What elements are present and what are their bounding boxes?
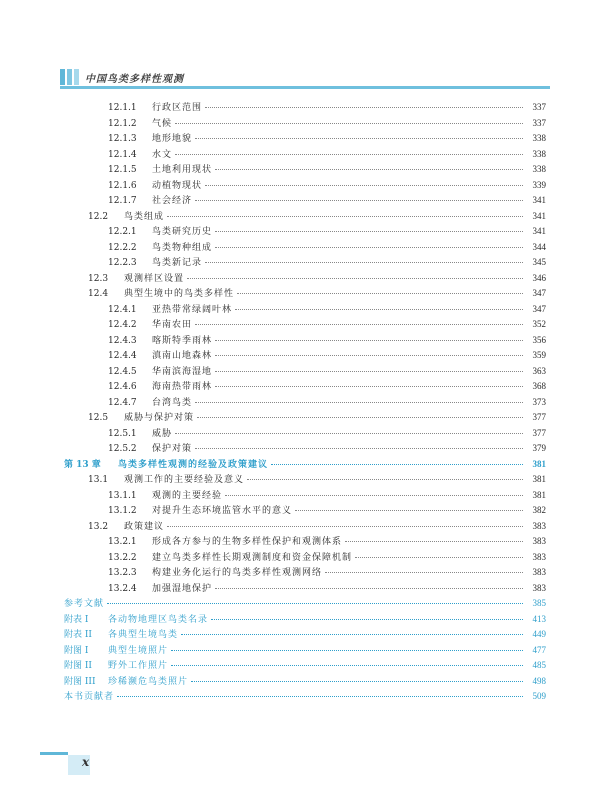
toc-entry[interactable] xyxy=(60,271,546,287)
toc-entry-title: 亚热带常绿阔叶林 xyxy=(152,304,233,315)
toc-entry-page: 477 xyxy=(532,644,546,655)
book-title: 中国鸟类多样性观测 xyxy=(85,73,184,85)
toc-entry-page: 485 xyxy=(532,660,546,670)
toc-entry[interactable] xyxy=(60,612,546,628)
dot-leader xyxy=(345,541,523,542)
toc-entry-title: 水文 xyxy=(152,149,173,160)
toc-entry-title: 保护对策 xyxy=(152,444,193,454)
toc-entry-title: 华南滨海湿地 xyxy=(152,366,213,377)
toc-entry-title: 各动物地理区鸟类名录 xyxy=(108,614,209,625)
toc-entry-number: 13.2.2 xyxy=(108,552,137,563)
dot-leader xyxy=(247,479,523,480)
toc-entry-page: 383 xyxy=(532,520,546,531)
toc-entry-number: 13.2.3 xyxy=(108,568,137,578)
dot-leader xyxy=(215,247,523,248)
toc-entry-page: 383 xyxy=(532,551,546,562)
toc-entry-title: 观测工作的主要经验及意义 xyxy=(124,475,245,485)
toc-entry[interactable] xyxy=(60,503,546,519)
toc-entry-number: 12.2 xyxy=(88,211,109,222)
toc-entry[interactable] xyxy=(60,643,546,659)
toc-entry[interactable] xyxy=(60,178,546,194)
toc-entry-number: 12.5 xyxy=(88,413,109,423)
toc-entry-number: 12.4.3 xyxy=(108,335,137,346)
toc-entry-page: 373 xyxy=(532,396,546,407)
toc-entry-title: 行政区范围 xyxy=(152,103,203,113)
toc-entry-number: 13.2.4 xyxy=(108,583,137,594)
toc-entry-number: 附图 I xyxy=(64,645,89,656)
toc-entry-title: 对提升生态环境监管水平的意义 xyxy=(152,506,293,516)
toc-entry-number: 12.1.1 xyxy=(108,103,137,113)
toc-entry[interactable] xyxy=(60,689,546,705)
toc-entry-title: 气候 xyxy=(152,118,173,129)
toc-entry-number: 12.1.6 xyxy=(108,180,137,191)
toc-entry[interactable] xyxy=(60,333,546,349)
toc-entry[interactable] xyxy=(60,472,546,488)
toc-entry-title: 动植物现状 xyxy=(152,180,203,191)
toc-entry[interactable] xyxy=(60,550,546,566)
toc-entry-page: 383 xyxy=(532,582,546,593)
toc-entry-title: 威胁 xyxy=(152,428,173,439)
dot-leader xyxy=(195,138,523,139)
toc-entry[interactable] xyxy=(60,100,546,116)
toc-entry-title: 建立鸟类多样性长期观测制度和资金保障机制 xyxy=(152,552,353,563)
toc-entry[interactable] xyxy=(60,255,546,271)
toc-entry-page: 363 xyxy=(532,365,546,376)
toc-entry-title: 威胁与保护对策 xyxy=(124,413,195,423)
dot-leader xyxy=(195,448,523,449)
toc-entry-page: 379 xyxy=(532,443,546,453)
toc-entry-number: 12.4.4 xyxy=(108,351,137,361)
toc-entry-title: 野外工作照片 xyxy=(108,661,169,671)
toc-entry-number: 12.1.7 xyxy=(108,196,137,206)
toc-entry-title: 鸟类物种组成 xyxy=(152,242,213,253)
dot-leader xyxy=(175,154,523,155)
toc-entry[interactable] xyxy=(60,224,546,240)
header-rule xyxy=(60,86,550,89)
toc-entry[interactable] xyxy=(60,441,546,457)
toc-entry-number: 12.3 xyxy=(88,273,109,284)
dot-leader xyxy=(171,650,523,651)
table-of-contents xyxy=(60,100,546,705)
toc-entry[interactable] xyxy=(60,379,546,395)
toc-entry-page: 383 xyxy=(532,567,546,577)
toc-entry-number: 第 13 章 xyxy=(64,459,101,470)
toc-entry-page: 344 xyxy=(532,241,546,252)
dot-leader xyxy=(215,169,523,170)
toc-entry-number: 13.2 xyxy=(88,521,109,532)
toc-entry[interactable] xyxy=(60,364,546,380)
toc-entry-title: 华南农田 xyxy=(152,320,193,330)
toc-entry-number: 12.2.3 xyxy=(108,258,137,268)
toc-entry-page: 338 xyxy=(532,148,546,159)
toc-entry-title: 珍稀濒危鸟类照片 xyxy=(108,676,189,687)
toc-entry-title: 鸟类新记录 xyxy=(152,258,203,268)
toc-entry-page: 338 xyxy=(532,164,546,174)
toc-entry-page: 377 xyxy=(532,412,546,422)
toc-entry-page: 449 xyxy=(532,629,546,639)
toc-entry-title: 海南热带雨林 xyxy=(152,382,213,392)
toc-entry[interactable] xyxy=(60,410,546,426)
toc-entry-page: 347 xyxy=(532,288,546,298)
toc-entry[interactable] xyxy=(60,674,546,690)
toc-entry-page: 347 xyxy=(532,303,546,314)
toc-entry-number: 12.1.3 xyxy=(108,134,137,144)
dot-leader xyxy=(175,123,523,124)
toc-entry-number: 12.1.4 xyxy=(108,149,137,160)
toc-entry-number: 12.4.5 xyxy=(108,366,137,377)
toc-entry-number: 12.4.2 xyxy=(108,320,137,330)
dot-leader xyxy=(197,417,523,418)
running-header xyxy=(60,66,550,88)
toc-entry[interactable] xyxy=(60,395,546,411)
dot-leader xyxy=(187,278,523,279)
toc-entry-page: 413 xyxy=(532,613,546,624)
toc-entry-number: 附表 I xyxy=(64,614,89,625)
toc-entry-title: 滇南山地森林 xyxy=(152,351,213,361)
toc-entry[interactable] xyxy=(60,581,546,597)
toc-entry[interactable] xyxy=(60,565,546,581)
toc-entry-page: 341 xyxy=(532,210,546,221)
header-decoration xyxy=(60,69,79,85)
dot-leader xyxy=(211,619,523,620)
toc-entry-page: 368 xyxy=(532,381,546,391)
toc-entry-page: 381 xyxy=(532,474,546,484)
dot-leader xyxy=(191,681,523,682)
toc-entry-number: 12.2.1 xyxy=(108,227,137,237)
toc-entry[interactable] xyxy=(60,147,546,163)
dot-leader xyxy=(205,107,523,108)
dot-leader xyxy=(215,386,523,387)
dot-leader xyxy=(215,371,523,372)
toc-entry-page: 509 xyxy=(532,691,546,701)
dot-leader xyxy=(205,185,523,186)
toc-entry-title: 形成各方参与的生物多样性保护和观测体系 xyxy=(152,537,343,547)
toc-entry-title: 地形地貌 xyxy=(152,134,193,144)
dot-leader xyxy=(195,324,523,325)
toc-entry[interactable] xyxy=(60,116,546,132)
dot-leader xyxy=(215,355,523,356)
toc-entry-number: 13.1.1 xyxy=(108,490,137,501)
dot-leader xyxy=(181,634,523,635)
dot-leader xyxy=(271,464,523,465)
toc-entry[interactable] xyxy=(60,426,546,442)
toc-entry-title: 参考文献 xyxy=(64,599,105,609)
toc-entry-title: 典型生境照片 xyxy=(108,645,169,656)
toc-entry-page: 359 xyxy=(532,350,546,360)
toc-entry-page: 339 xyxy=(532,179,546,190)
toc-entry[interactable] xyxy=(60,240,546,256)
toc-entry[interactable] xyxy=(60,488,546,504)
dot-leader xyxy=(175,433,523,434)
toc-entry-number: 12.4.6 xyxy=(108,382,137,392)
dot-leader xyxy=(237,293,523,294)
toc-entry-title: 本书贡献者 xyxy=(64,692,115,702)
toc-entry-page: 345 xyxy=(532,257,546,267)
toc-entry[interactable] xyxy=(60,317,546,333)
dot-leader xyxy=(355,557,523,558)
dot-leader xyxy=(295,510,523,511)
toc-entry-page: 352 xyxy=(532,319,546,329)
dot-leader xyxy=(215,588,523,589)
toc-entry-number: 13.1.2 xyxy=(108,506,137,516)
toc-entry-page: 337 xyxy=(532,102,546,112)
dot-leader xyxy=(195,402,523,403)
toc-entry-number: 13.2.1 xyxy=(108,537,137,547)
toc-entry[interactable] xyxy=(60,193,546,209)
dot-leader xyxy=(117,696,523,697)
toc-entry-title: 台湾鸟类 xyxy=(152,397,193,408)
toc-entry-number: 附图 III xyxy=(64,676,96,687)
toc-entry[interactable] xyxy=(60,658,546,674)
toc-entry-number: 12.5.2 xyxy=(108,444,137,454)
toc-entry-number: 12.5.1 xyxy=(108,428,137,439)
toc-entry-page: 381 xyxy=(532,489,546,500)
toc-entry-title: 观测的主要经验 xyxy=(152,490,223,501)
toc-entry-page: 338 xyxy=(532,133,546,143)
dot-leader xyxy=(171,665,523,666)
toc-entry-page: 346 xyxy=(532,272,546,283)
toc-entry-title: 土地利用现状 xyxy=(152,165,213,175)
toc-entry-number: 附表 II xyxy=(64,630,92,640)
toc-entry-page: 498 xyxy=(532,675,546,686)
toc-entry-title: 加强湿地保护 xyxy=(152,583,213,594)
toc-entry[interactable] xyxy=(60,302,546,318)
toc-entry[interactable] xyxy=(60,209,546,225)
dot-leader xyxy=(205,262,523,263)
dot-leader xyxy=(215,231,523,232)
toc-entry-number: 12.1.2 xyxy=(108,118,137,129)
toc-entry-title: 鸟类多样性观测的经验及政策建议 xyxy=(118,459,269,470)
toc-entry-title: 政策建议 xyxy=(124,521,165,532)
toc-entry-title: 各典型生境鸟类 xyxy=(108,630,179,640)
toc-entry[interactable] xyxy=(60,627,546,643)
toc-entry-page: 381 xyxy=(532,458,546,469)
toc-entry-page: 382 xyxy=(532,505,546,515)
toc-entry-page: 337 xyxy=(532,117,546,128)
toc-entry-number: 12.4.7 xyxy=(108,397,137,408)
toc-entry-number: 13.1 xyxy=(88,475,109,485)
toc-entry[interactable] xyxy=(60,286,546,302)
dot-leader xyxy=(167,216,523,217)
dot-leader xyxy=(195,200,523,201)
toc-entry-number: 12.4.1 xyxy=(108,304,137,315)
page-number: x xyxy=(82,755,90,769)
toc-entry[interactable] xyxy=(60,534,546,550)
toc-entry-number: 附图 II xyxy=(64,661,92,671)
toc-entry-title: 社会经济 xyxy=(152,196,193,206)
toc-entry-page: 341 xyxy=(532,195,546,205)
toc-entry-page: 383 xyxy=(532,536,546,546)
toc-entry-title: 鸟类研究历史 xyxy=(152,227,213,237)
dot-leader xyxy=(167,526,523,527)
dot-leader xyxy=(325,572,523,573)
dot-leader xyxy=(215,340,523,341)
dot-leader xyxy=(225,495,523,496)
toc-entry-number: 12.1.5 xyxy=(108,165,137,175)
toc-entry[interactable] xyxy=(60,457,546,473)
toc-entry[interactable] xyxy=(60,162,546,178)
toc-entry-title: 构建业务化运行的鸟类多样性观测网络 xyxy=(152,568,323,578)
toc-entry-number: 12.4 xyxy=(88,289,109,299)
toc-entry-page: 385 xyxy=(532,598,546,608)
dot-leader xyxy=(235,309,523,310)
toc-entry[interactable] xyxy=(60,519,546,535)
toc-entry[interactable] xyxy=(60,596,546,612)
toc-entry-page: 341 xyxy=(532,226,546,236)
toc-entry[interactable] xyxy=(60,348,546,364)
toc-entry-title: 典型生境中的鸟类多样性 xyxy=(124,289,235,299)
toc-entry[interactable] xyxy=(60,131,546,147)
dot-leader xyxy=(107,603,523,604)
footer-bar xyxy=(40,752,68,755)
toc-entry-title: 喀斯特季雨林 xyxy=(152,335,213,346)
toc-entry-title: 观测样区设置 xyxy=(124,273,185,284)
toc-entry-page: 377 xyxy=(532,427,546,438)
toc-entry-number: 12.2.2 xyxy=(108,242,137,253)
toc-entry-page: 356 xyxy=(532,334,546,345)
toc-entry-title: 鸟类组成 xyxy=(124,211,165,222)
